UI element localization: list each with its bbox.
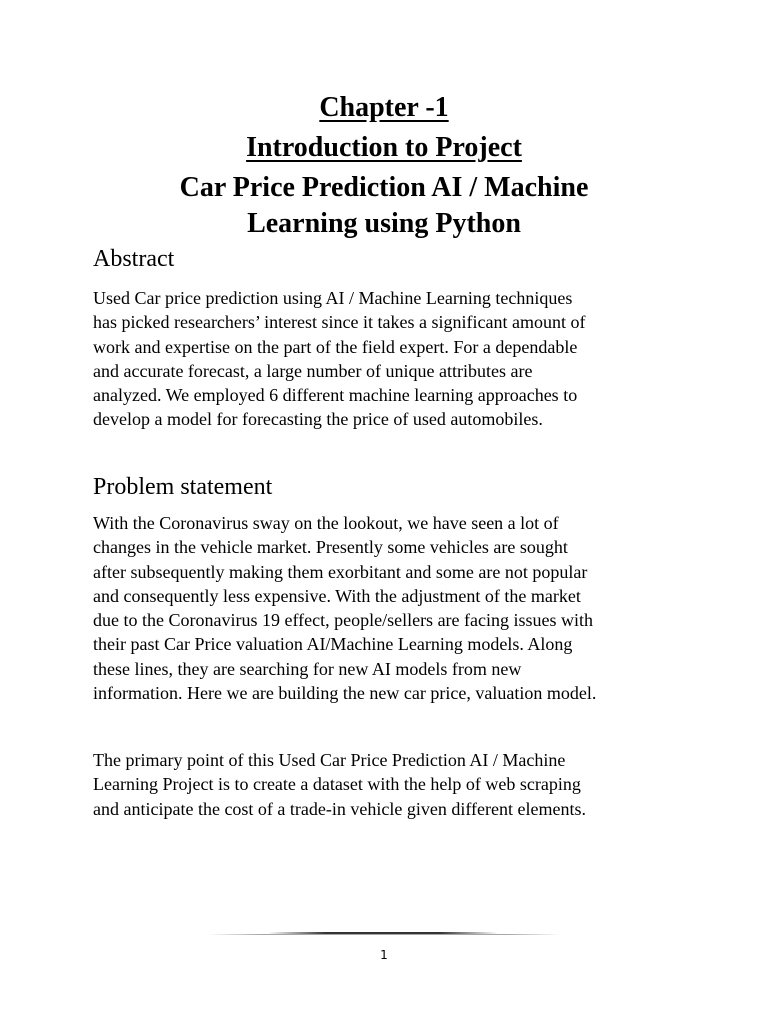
abstract-line: develop a model for forecasting the price of used automobiles.: [93, 409, 543, 430]
abstract-paragraph: [93, 286, 693, 432]
footer-divider-thick: [268, 932, 498, 934]
project-title-line-1: Car Price Prediction AI / Machine: [179, 172, 589, 203]
chapter-heading-text: Chapter -1: [319, 92, 449, 123]
abstract-line: analyzed. We employed 6 different machine learning approaches to: [93, 385, 578, 406]
primary-point-line: The primary point of this Used Car Price Prediction AI / Machine: [93, 750, 566, 770]
abstract-line: Used Car price prediction using AI / Machine Learning techniques: [93, 288, 573, 308]
abstract-line: work and expertise on the part of the field expert. For a dependable: [93, 336, 578, 357]
project-title-line-2: Learning using Python: [247, 208, 521, 239]
primary-point-line: Learning Project is to create a dataset with the help of web scraping: [93, 774, 581, 795]
abstract-line: and accurate forecast, a large number of unique attributes are: [93, 360, 533, 381]
page-number: 1: [380, 948, 388, 962]
problem-statement-heading: Problem statement: [93, 474, 273, 500]
problem-statement-line: With the Coronavirus sway on the lookout, we have seen a lot of: [93, 513, 559, 533]
intro-heading: [0, 130, 768, 166]
chapter-heading: [0, 90, 768, 126]
problem-statement-paragraph: [93, 511, 693, 705]
abstract-heading: Abstract: [93, 246, 175, 272]
primary-point-line: and anticipate the cost of a trade-in vehicle given different elements.: [93, 798, 586, 819]
problem-statement-line: information. Here we are building the new car price, valuation model.: [93, 683, 597, 704]
abstract-line: has picked researchers’ interest since it takes a significant amount of: [93, 312, 586, 333]
footer-divider-thin: [208, 934, 560, 935]
problem-statement-line: due to the Coronavirus 19 effect, people/sellers are facing issues with: [93, 610, 594, 631]
problem-statement-line: their past Car Price valuation AI/Machine Learning models. Along: [93, 634, 573, 655]
problem-statement-line: and consequently less expensive. With the adjustment of the market: [93, 585, 581, 606]
problem-statement-line: changes in the vehicle market. Presently some vehicles are sought: [93, 537, 568, 558]
problem-statement-line: these lines, they are searching for new AI models from new: [93, 658, 522, 679]
footer-divider: [208, 930, 560, 938]
problem-statement-line: after subsequently making them exorbitant and some are not popular: [93, 561, 588, 582]
primary-point-paragraph: [93, 748, 693, 821]
intro-heading-text: Introduction to Project: [246, 132, 522, 163]
